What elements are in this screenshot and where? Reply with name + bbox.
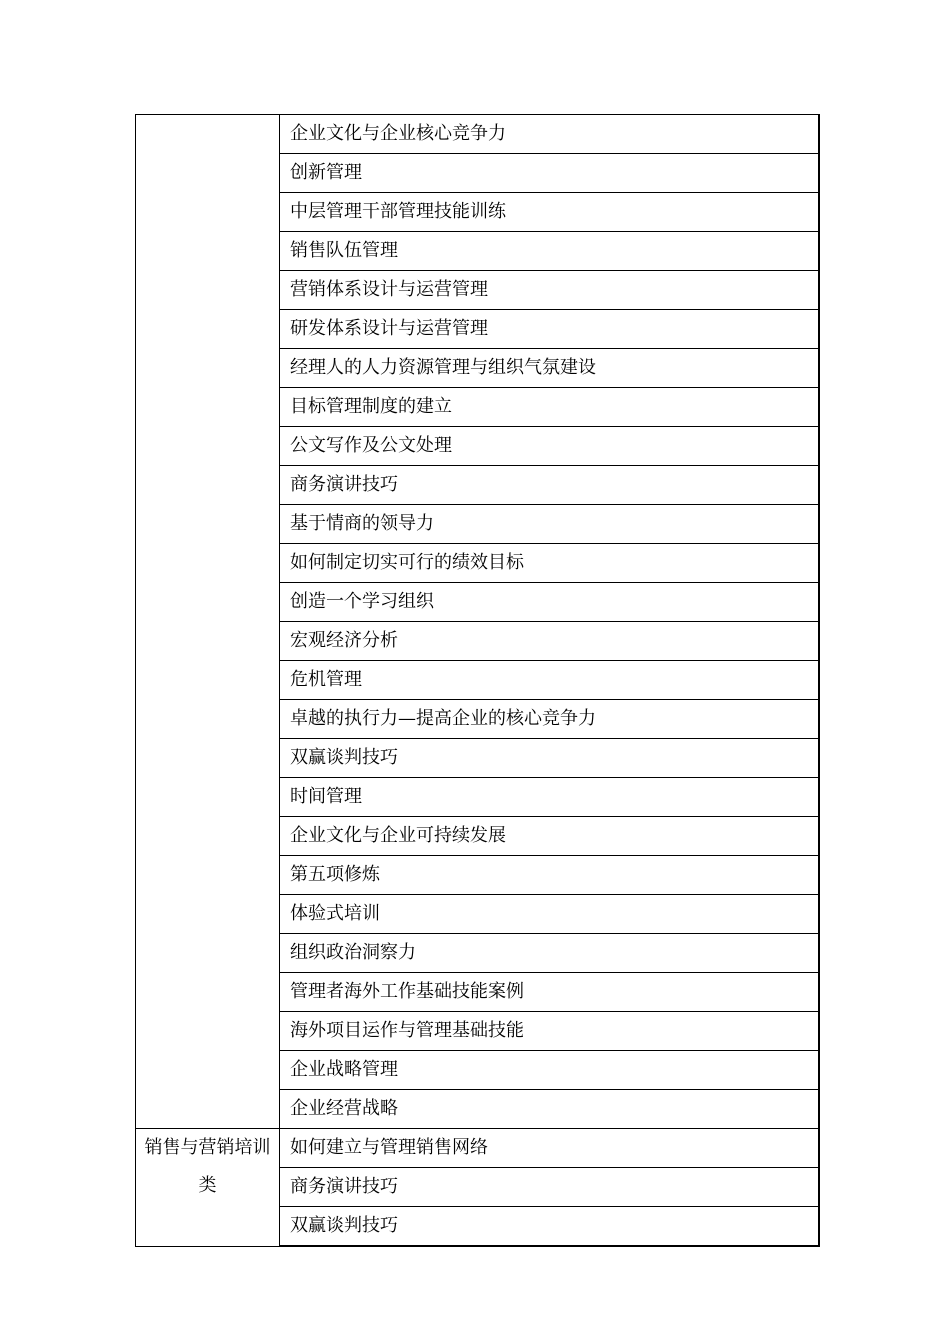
- course-name-cell: 研发体系设计与运营管理: [280, 310, 819, 349]
- course-name-cell: 商务演讲技巧: [280, 466, 819, 505]
- course-name-cell: 如何建立与管理销售网络: [280, 1129, 819, 1168]
- course-name-cell: 中层管理干部管理技能训练: [280, 193, 819, 232]
- course-name-cell: 企业战略管理: [280, 1051, 819, 1090]
- category-label: 销售与营销培训类: [144, 1137, 271, 1196]
- course-name-cell: 体验式培训: [280, 895, 819, 934]
- category-cell: [136, 115, 280, 1129]
- course-name-cell: 销售队伍管理: [280, 232, 819, 271]
- course-name-cell: 企业经营战略: [280, 1090, 819, 1129]
- course-name-cell: 双赢谈判技巧: [280, 1207, 819, 1247]
- course-name-cell: 如何制定切实可行的绩效目标: [280, 544, 819, 583]
- course-name-cell: 创造一个学习组织: [280, 583, 819, 622]
- table-row: [136, 115, 819, 154]
- course-name-cell: 创新管理: [280, 154, 819, 193]
- course-table: [135, 114, 820, 1247]
- course-name-cell: 时间管理: [280, 778, 819, 817]
- course-name-cell: 企业文化与企业可持续发展: [280, 817, 819, 856]
- course-name-cell: 目标管理制度的建立: [280, 388, 819, 427]
- course-name-cell: 危机管理: [280, 661, 819, 700]
- course-name-cell: 管理者海外工作基础技能案例: [280, 973, 819, 1012]
- course-name-cell: 海外项目运作与管理基础技能: [280, 1012, 819, 1051]
- course-name-cell: 组织政治洞察力: [280, 934, 819, 973]
- course-name-cell: 卓越的执行力—提高企业的核心竞争力: [280, 700, 819, 739]
- course-table-body: [136, 115, 819, 1247]
- category-cell: [136, 1129, 280, 1247]
- course-name-cell: 商务演讲技巧: [280, 1168, 819, 1207]
- course-name-cell: 营销体系设计与运营管理: [280, 271, 819, 310]
- course-name-cell: 经理人的人力资源管理与组织气氛建设: [280, 349, 819, 388]
- course-name-cell: 第五项修炼: [280, 856, 819, 895]
- course-name-cell: 企业文化与企业核心竞争力: [280, 115, 819, 154]
- course-name-cell: 双赢谈判技巧: [280, 739, 819, 778]
- course-name-cell: 宏观经济分析: [280, 622, 819, 661]
- table-row: [136, 1129, 819, 1168]
- course-name-cell: 基于情商的领导力: [280, 505, 819, 544]
- course-name-cell: 公文写作及公文处理: [280, 427, 819, 466]
